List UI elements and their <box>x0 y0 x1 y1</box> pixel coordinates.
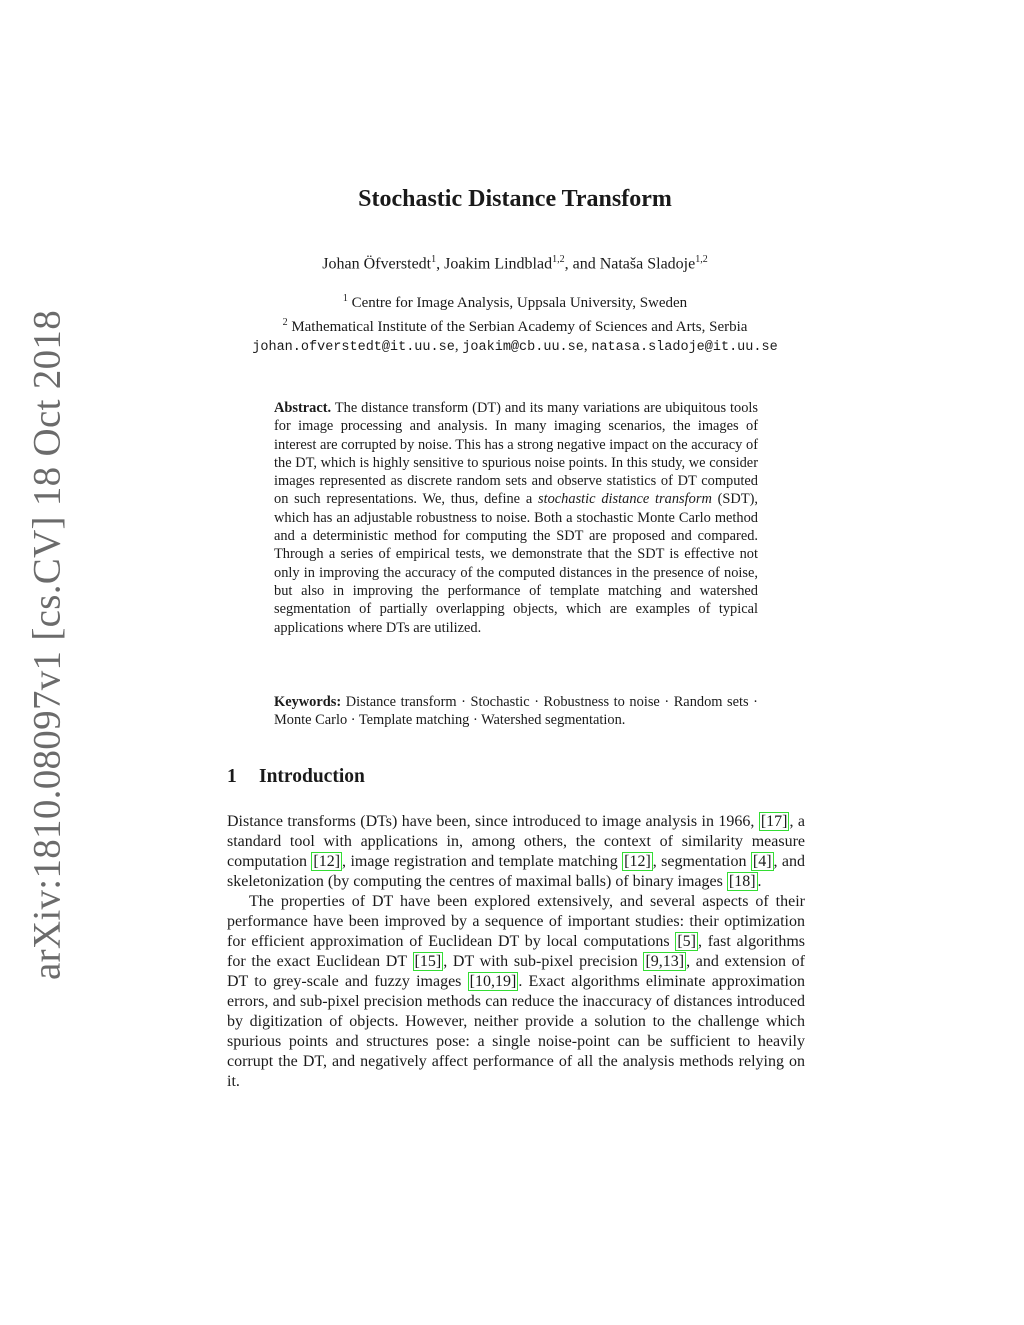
keywords-label: Keywords: <box>274 694 342 710</box>
section-body <box>227 812 805 1092</box>
paragraph-text: , fast algorithms for the exact Euclidean DT <box>227 933 805 970</box>
email-link[interactable]: johan.ofverstedt@it.uu.se <box>252 340 455 355</box>
citation-link[interactable]: [10,19] <box>469 973 517 990</box>
body-paragraph <box>227 812 805 892</box>
affiliation-mark: 2 <box>282 317 288 328</box>
paragraph-text: , and extension of DT to grey-scale and fuzzy images <box>227 953 805 990</box>
author-affiliation-mark: 1 <box>431 254 437 265</box>
paragraph-text: , segmentation <box>652 853 751 870</box>
citation-link[interactable]: [17] <box>760 813 788 830</box>
citation-link[interactable]: [4] <box>752 853 772 870</box>
author-name: Nataša Sladoje <box>599 255 696 273</box>
paragraph-text: , image registration and template matching <box>342 853 623 870</box>
affiliations <box>0 289 1024 357</box>
abstract <box>274 399 758 637</box>
arxiv-identifier: arXiv:1810.08097v1 [cs.CV] 18 Oct 2018 <box>25 310 69 980</box>
citation-link[interactable]: [9,13] <box>645 953 685 970</box>
paragraph-text: . Exact algorithms eliminate approximation errors, and sub-pixel precision methods can reduce the inaccuracy of distances introduced by digitization of objects. However, neither provide a solution to the challenge which spurious points and structures pose: a single noise-point can be sufficient to heavily corrupt the DT, and negatively affect performance of all the analysis methods relying on it. <box>227 973 806 1090</box>
email-link[interactable]: joakim@cb.uu.se <box>462 340 584 355</box>
citation-link[interactable]: [12] <box>313 853 341 870</box>
email-separator: , <box>583 338 592 354</box>
email-separator: , <box>454 338 463 354</box>
abstract-label: Abstract. <box>274 400 332 416</box>
author-name: Joakim Lindblad <box>444 255 553 273</box>
author-name: Johan Öfverstedt <box>322 255 432 273</box>
affiliation-line <box>0 289 1024 313</box>
author-separator: , <box>436 255 445 273</box>
keywords <box>274 693 758 730</box>
section-number: 1 <box>227 766 237 787</box>
paragraph-text: The properties of DT have been explored extensively, and several aspects of their performance have been improved by a sequence of important studies: their optimization for efficient approximation of Euclidean DT by local computations <box>227 893 805 950</box>
abstract-emphasis: stochastic distance transform <box>538 491 712 508</box>
paragraph-text: Distance transforms (DTs) have been, since introduced to image analysis in 1966, <box>227 813 759 830</box>
affiliation-text: Mathematical Institute of the Serbian Academy of Sciences and Arts, Serbia <box>291 319 748 335</box>
citation-link[interactable]: [12] <box>624 853 651 870</box>
citation-link[interactable]: [15] <box>414 953 442 970</box>
affiliation-mark: 1 <box>342 293 348 304</box>
section-title: Introduction <box>259 766 365 787</box>
paragraph-text: . <box>757 873 762 890</box>
author-list <box>0 254 1024 273</box>
affiliation-text: Centre for Image Analysis, Uppsala University, Sweden <box>351 295 688 311</box>
author-affiliation-mark: 1,2 <box>695 254 708 265</box>
author-separator: , and <box>564 255 600 273</box>
paragraph-text: , and skeletonization (by computing the centres of maximal balls) of binary images <box>227 853 806 890</box>
paragraph-text: , a standard tool with applications in, among others, the context of similarity measure computation <box>227 813 805 870</box>
citation-link[interactable]: [5] <box>677 933 696 950</box>
abstract-text: The distance transform (DT) and its many variations are ubiquitous tools for image processing and analysis. In many imaging scenarios, the images of interest are corrupted by noise. This has a strong negative impact on the accuracy of the DT, which is highly sensitive to spurious noise points. In this study, we consider images represented as discrete random sets and observe statistics of DT computed on such representations. We, thus, define a <box>274 400 758 508</box>
author-affiliation-mark: 1,2 <box>552 254 565 265</box>
abstract-text: (SDT), which has an adjustable robustness to noise. Both a stochastic Monte Carlo method and a deterministic method for computing the SDT are proposed and compared. Through a series of empirical tests, we demonstrate that the SDT is effective not only in improving the accuracy of the computed distances in the presence of noise, but also in improving the performance of template matching and watershed segmentation of partially overlapping objects, which are examples of typical applications where DTs are utilized. <box>274 491 758 636</box>
body-paragraph <box>227 892 805 1092</box>
affiliation-line <box>0 313 1024 337</box>
email-link[interactable]: natasa.sladoje@it.uu.se <box>591 340 778 355</box>
section-heading <box>227 766 365 788</box>
paragraph-text: , DT with sub-pixel precision <box>443 953 644 970</box>
citation-link[interactable]: [18] <box>728 873 756 890</box>
keywords-text: Distance transform · Stochastic · Robustness to noise · Random sets · Monte Carlo · Template matching · Watershed segmentation. <box>274 694 758 729</box>
email-line <box>0 337 1024 357</box>
paper-title: Stochastic Distance Transform <box>358 186 672 212</box>
